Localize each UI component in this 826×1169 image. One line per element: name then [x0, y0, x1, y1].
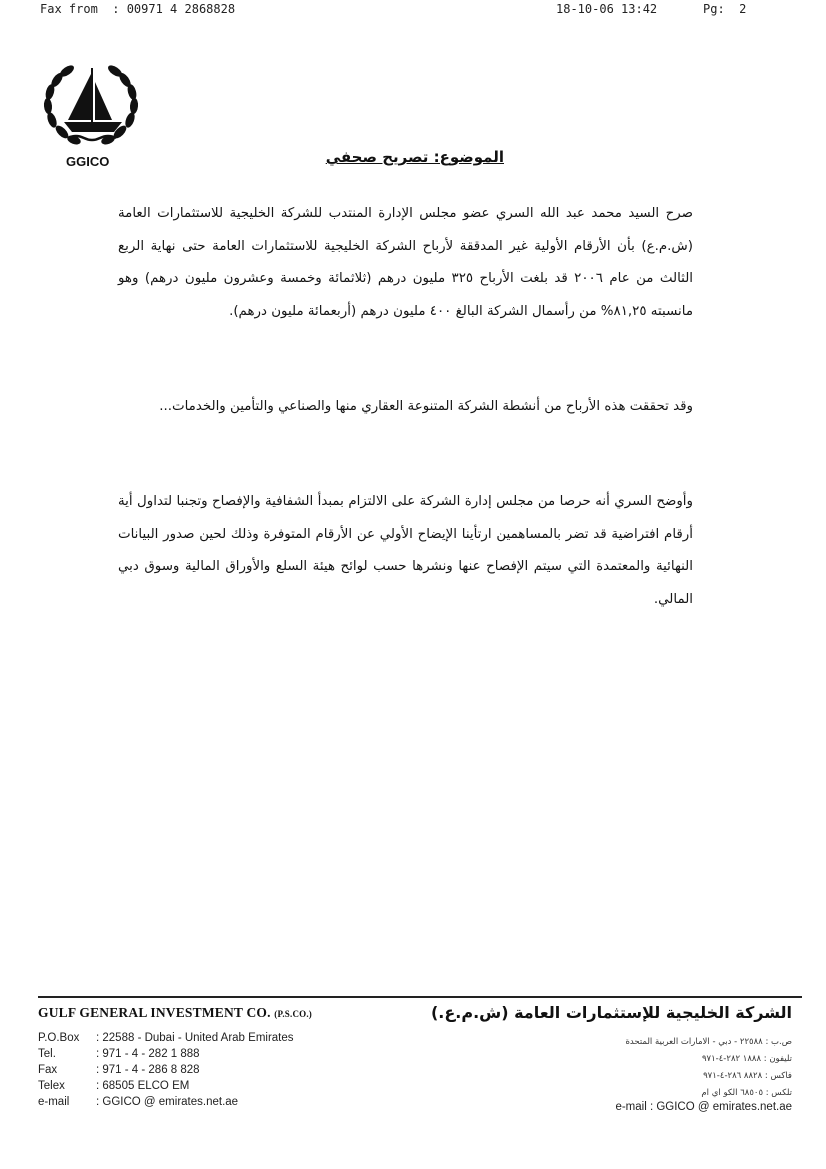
fax-page: Pg: 2 — [703, 2, 747, 16]
address-row-fax: Fax : 971 - 4 - 286 8 828 — [38, 1064, 200, 1076]
address-ar-fax: فاكس : ٨٨٢٨ ٢٨٦-٤-٩٧١ — [703, 1071, 792, 1081]
address-ar-pobox: ص.ب : ٢٢٥٨٨ - دبي - الامارات العربية المتحدة — [625, 1037, 792, 1047]
company-name-ar: الشركة الخليجية للإستثمارات العامة (ش.م.ع.) — [430, 1003, 792, 1022]
fax-from: Fax from : 00971 4 2868828 — [40, 2, 236, 16]
press-paragraph-3: وأوضح السري أنه حرصا من مجلس إدارة الشركة على الالتزام بمبدأ الشفافية والإفصاح وتجنبا لتداول أية أرقام افتراضية قد تضر بالمساهمين ارتأينا الإيضاح الأولي عن الأرقام المتوفرة وذلك لحين صدور البيانات النهائية والمعتمدة التي سيتم الإفصاح عنها ونشرها حسب لوائح هيئة السلع والأوراق المالية وسوق دبي المالي. — [118, 494, 693, 607]
address-block-ar — [532, 1034, 792, 1102]
address-block-en — [38, 1030, 294, 1110]
logo-wordmark: GGICO — [66, 154, 110, 169]
dhow-boat-wreath-icon — [38, 58, 144, 158]
email-right: e-mail : GGICO @ emirates.net.ae — [615, 1101, 792, 1113]
press-paragraph-1: صرح السيد محمد عبد الله السري عضو مجلس الإدارة المنتدب للشركة الخليجية للاستثمارات العامة (ش.م.ع) بأن الأرقام الأولية غير المدققة لأرباح الشركة الخليجية للاستثمارات العامة حتى نهاية الربع الثالث من عام ٢٠٠٦ قد بلغت الأرباح ٣٢٥ مليون درهم (ثلاثمائة وخمسة وعشرون مليون درهم) وهو مانسبته ٨١,٢٥% من رأسمال الشركة البالغ ٤٠٠ مليون درهم (أربعمائة مليون درهم). — [118, 206, 694, 319]
address-row-tel: Tel. : 971 - 4 - 282 1 888 — [38, 1048, 200, 1060]
company-name-en-text: GULF GENERAL INVESTMENT CO. — [38, 1005, 271, 1020]
fax-transmission-header — [0, 2, 826, 20]
company-name-en — [38, 1005, 312, 1021]
address-row-email: e-mail : GGICO @ emirates.net.ae — [38, 1096, 239, 1108]
footer-divider — [38, 996, 802, 998]
company-type-en: (P.S.CO.) — [274, 1009, 313, 1019]
address-ar-telex: تلكس : ٦٨٥٠٥ الكو اي ام — [701, 1088, 792, 1098]
fax-datetime: 18-10-06 13:42 — [556, 2, 658, 16]
press-paragraph-2: وقد تحققت هذه الأرباح من أنشطة الشركة المتنوعة العقاري منها والصناعي والتأمين والخدمات... — [159, 399, 693, 414]
document-subject: الموضوع: تصريح صحفي — [325, 148, 504, 166]
address-ar-tel: تليفون : ١٨٨٨ ٢٨٢-٤-٩٧١ — [701, 1054, 792, 1064]
address-row-telex: Telex : 68505 ELCO EM — [38, 1080, 190, 1092]
address-row-pobox: P.O.Box : 22588 - Dubai - United Arab Emirates — [38, 1032, 294, 1044]
